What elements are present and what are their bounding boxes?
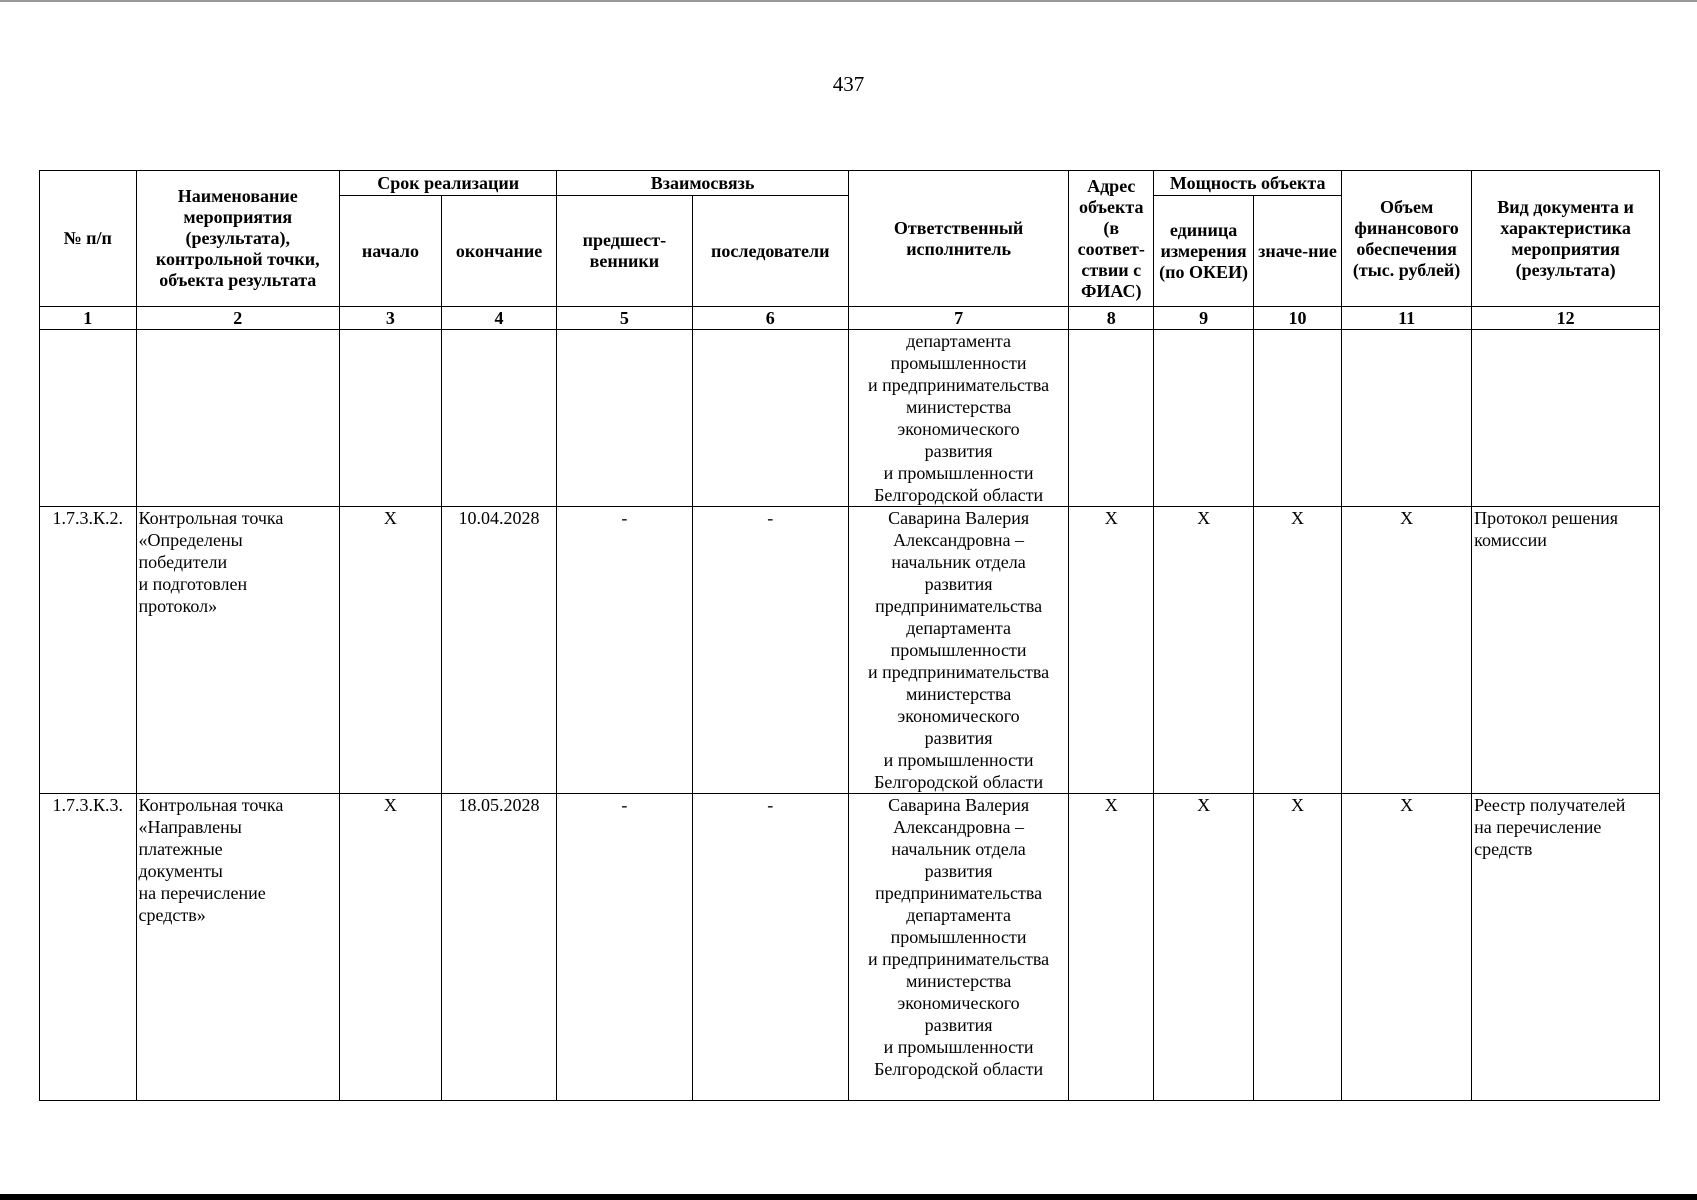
- column-numbers-row: [40, 307, 1660, 330]
- header-term: Срок реализации: [340, 171, 557, 196]
- header-relation: Взаимосвязь: [557, 171, 849, 196]
- table-row: [40, 794, 1660, 1101]
- header-successors: последователи: [692, 196, 848, 307]
- header-capacity: Мощность объекта: [1154, 171, 1342, 196]
- column-number: 4: [441, 307, 556, 330]
- capacity-value: X: [1253, 794, 1341, 1101]
- column-number: 10: [1253, 307, 1341, 330]
- start-date: X: [340, 794, 442, 1101]
- column-number: 2: [136, 307, 340, 330]
- column-number: 5: [557, 307, 692, 330]
- executor-cell: Саварина Валерия Александровна – начальник отдела развития предпринимательства департамента промышленности и предпринимательства министерства экономического развития и промышленности Белгородской области: [848, 794, 1068, 1101]
- table-row: [40, 507, 1660, 794]
- finance-amount: X: [1342, 507, 1472, 794]
- end-date: 18.05.2028: [441, 794, 556, 1101]
- header-value: значе-ние: [1253, 196, 1341, 307]
- page-number: 437: [832, 72, 865, 96]
- successors: -: [692, 794, 848, 1101]
- object-address: X: [1069, 794, 1154, 1101]
- header-term-end: окончание: [441, 196, 556, 307]
- header-finance: Объем финансового обеспечения (тыс. рублей): [1342, 171, 1472, 307]
- top-rule: [0, 0, 1697, 2]
- executor-cell: Саварина Валерия Александровна – начальник отдела развития предпринимательства департамента промышленности и предпринимательства министерства экономического развития и промышленности Белгородской области: [848, 507, 1068, 794]
- header-name: Наименование мероприятия (результата), контрольной точки, объекта результата: [136, 171, 340, 307]
- document-type: Протокол решения комиссии: [1472, 507, 1660, 794]
- bottom-scan-band: [0, 1194, 1697, 1200]
- column-number: 12: [1472, 307, 1660, 330]
- header-row-1: [40, 171, 1660, 196]
- object-address: X: [1069, 507, 1154, 794]
- executor-cell: департамента промышленности и предпринимательства министерства экономического развития и промышленности Белгородской области: [848, 330, 1068, 507]
- table-row-continuation: [40, 330, 1660, 507]
- column-number: 7: [848, 307, 1068, 330]
- successors: -: [692, 507, 848, 794]
- predecessors: -: [557, 794, 692, 1101]
- header-unit: единица измерения (по ОКЕИ): [1154, 196, 1254, 307]
- column-number: 11: [1342, 307, 1472, 330]
- column-number: 6: [692, 307, 848, 330]
- event-name: Контрольная точка «Определены победители и подготовлен протокол»: [136, 507, 340, 794]
- capacity-unit: X: [1154, 794, 1254, 1101]
- capacity-unit: X: [1154, 507, 1254, 794]
- header-executor: Ответственный исполнитель: [848, 171, 1068, 307]
- row-number: 1.7.3.К.3.: [40, 794, 137, 1101]
- plan-table: [39, 170, 1660, 1101]
- header-predecessors: предшест-венники: [557, 196, 692, 307]
- header-num: № п/п: [40, 171, 137, 307]
- predecessors: -: [557, 507, 692, 794]
- document-type: Реестр получателей на перечисление средств: [1472, 794, 1660, 1101]
- column-number: 9: [1154, 307, 1254, 330]
- end-date: 10.04.2028: [441, 507, 556, 794]
- header-doc: Вид документа и характеристика мероприятия (результата): [1472, 171, 1660, 307]
- column-number: 1: [40, 307, 137, 330]
- header-term-start: начало: [340, 196, 442, 307]
- column-number: 8: [1069, 307, 1154, 330]
- start-date: X: [340, 507, 442, 794]
- capacity-value: X: [1253, 507, 1341, 794]
- event-name: Контрольная точка «Направлены платежные документы на перечисление средств»: [136, 794, 340, 1101]
- finance-amount: X: [1342, 794, 1472, 1101]
- header-address: Адрес объекта (в соответ-ствии с ФИАС): [1069, 171, 1154, 307]
- column-number: 3: [340, 307, 442, 330]
- row-number: 1.7.3.К.2.: [40, 507, 137, 794]
